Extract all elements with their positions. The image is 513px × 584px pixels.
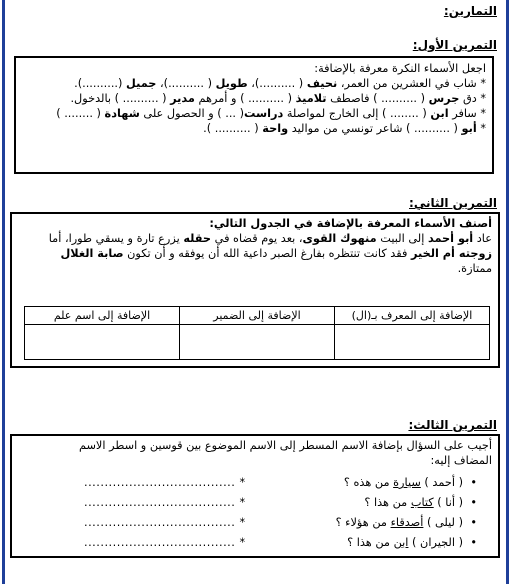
ex3-instruction: أجيب على السؤال بإضافة الاسم المسطر إلى الاسم الموضوع بين قوسين و اسطر الاسم bbox=[78, 439, 492, 452]
keyword: مدير bbox=[170, 92, 195, 105]
text-segment: ( .......... ) فاصطف bbox=[326, 92, 429, 105]
ex1-box bbox=[14, 56, 494, 174]
answer-dots: ..................................... bbox=[84, 476, 236, 489]
question-item bbox=[84, 496, 477, 512]
ex3-instruction-cont: المضاف إليه: bbox=[430, 454, 492, 467]
question-item bbox=[84, 476, 477, 492]
question-item bbox=[84, 536, 477, 552]
text-segment: * شاب في العشرين من العمر، bbox=[337, 77, 486, 90]
ex1-line bbox=[16, 91, 486, 106]
text-segment: ( ........ ) bbox=[56, 107, 105, 120]
text-segment: ( ..........)، bbox=[156, 77, 216, 90]
table-cell[interactable] bbox=[335, 325, 489, 359]
table-col-pronoun bbox=[179, 307, 334, 359]
keyword: زوجته أم الخير bbox=[410, 247, 492, 260]
page-title: التمارين: bbox=[443, 4, 497, 18]
underlined-noun: كتاب bbox=[410, 496, 434, 509]
owner-noun: ( أحمد ) bbox=[420, 476, 463, 489]
underlined-noun: ابن bbox=[393, 536, 409, 549]
answer-dots: ..................................... bbox=[84, 496, 236, 509]
answer-field[interactable] bbox=[84, 536, 246, 549]
text-segment: ممتازة. bbox=[457, 262, 492, 275]
answer-field[interactable] bbox=[84, 516, 246, 529]
bullet-icon: • bbox=[470, 496, 477, 509]
ex2-paragraph bbox=[12, 231, 498, 276]
table-header: الإضافة إلى الضمير bbox=[180, 307, 334, 325]
text-segment: عاد bbox=[473, 232, 492, 245]
table-header: الإضافة إلى اسم علم bbox=[25, 307, 179, 325]
keyword: حقله bbox=[183, 232, 212, 245]
star-marker: * bbox=[235, 516, 246, 529]
ex2-instruction: أصنف الأسماء المعرفة بالإضافة في الجدول التالي: bbox=[209, 217, 492, 230]
keyword: صابة الغلال bbox=[60, 247, 124, 260]
text-segment: * دق bbox=[459, 92, 486, 105]
table-cell[interactable] bbox=[180, 325, 334, 359]
text-segment: ( .......... ). bbox=[203, 122, 263, 135]
ex2-heading: التمرين الثاني: bbox=[409, 196, 497, 210]
ex1-line bbox=[16, 121, 486, 136]
ex2-line bbox=[12, 231, 492, 246]
answer-field[interactable] bbox=[84, 476, 246, 489]
keyword: دراست bbox=[244, 107, 284, 120]
question-text: من هذا ؟ bbox=[347, 536, 394, 549]
keyword: نحيف bbox=[306, 77, 338, 90]
owner-noun: ( الجيران ) bbox=[408, 536, 463, 549]
text-segment: ( .......... ) و أمرهم bbox=[194, 92, 296, 105]
text-segment: ( .......... ) بالدخول. bbox=[70, 92, 171, 105]
ex1-instruction: اجعل الأسماء النكرة معرفة بالإضافة: bbox=[314, 62, 486, 75]
ex2-line bbox=[12, 246, 492, 261]
text-segment: (..........). bbox=[74, 77, 127, 90]
text-segment: فقد كانت تنتظره بفارغ الصبر داعية الله أن يوفقه و أن تكون bbox=[123, 247, 411, 260]
question-item bbox=[84, 516, 477, 532]
text-segment: ( ........ ) إلى الخارج لمواصلة bbox=[283, 107, 431, 120]
answer-dots: ..................................... bbox=[84, 536, 236, 549]
ex1-line bbox=[16, 106, 486, 121]
star-marker: * bbox=[235, 536, 246, 549]
table-cell[interactable] bbox=[25, 325, 179, 359]
table-col-proper-noun bbox=[25, 307, 179, 359]
text-segment: * bbox=[476, 122, 486, 135]
keyword: أبو أحمد bbox=[427, 232, 474, 245]
question-text: من هذا ؟ bbox=[364, 496, 411, 509]
table-header: الإضافة إلى المعرف بـ(ال) bbox=[335, 307, 489, 325]
keyword: تلاميذ bbox=[295, 92, 327, 105]
bullet-icon: • bbox=[470, 476, 477, 489]
ex1-line bbox=[16, 76, 486, 91]
bullet-icon: • bbox=[470, 536, 477, 549]
answer-dots: ..................................... bbox=[84, 516, 236, 529]
ex1-sentences bbox=[16, 76, 492, 136]
text-segment: ( ..........)، bbox=[247, 77, 307, 90]
star-marker: * bbox=[235, 496, 246, 509]
text-segment: * سافر bbox=[448, 107, 486, 120]
text-segment: ، بعد يوم قضاه في bbox=[211, 232, 303, 245]
keyword: جميل bbox=[126, 77, 157, 90]
ex1-heading: التمرين الأول: bbox=[412, 38, 497, 52]
keyword: منهوك القوى bbox=[302, 232, 377, 245]
ex2-line bbox=[12, 261, 492, 276]
keyword: شهادة bbox=[104, 107, 140, 120]
text-segment: ( ... ) و الحصول على bbox=[139, 107, 245, 120]
owner-noun: ( ليلى ) bbox=[423, 516, 463, 529]
keyword: طويل bbox=[215, 77, 248, 90]
answer-field[interactable] bbox=[84, 496, 246, 509]
keyword: واحة bbox=[262, 122, 289, 135]
star-marker: * bbox=[235, 476, 246, 489]
owner-noun: ( أنا ) bbox=[433, 496, 463, 509]
text-segment: يزرع تارة و يسقي طورا، أما bbox=[48, 232, 184, 245]
question-text: من هؤلاء ؟ bbox=[335, 516, 391, 529]
underlined-noun: أصدقاء bbox=[390, 516, 424, 529]
ex3-heading: التمرين الثالث: bbox=[408, 418, 497, 432]
text-segment: ( .......... ) شاعر تونسي من مواليد bbox=[288, 122, 462, 135]
classification-table bbox=[24, 306, 490, 360]
question-text: من هذه ؟ bbox=[343, 476, 394, 489]
text-segment: إلى البيت bbox=[376, 232, 428, 245]
keyword: أبو bbox=[461, 122, 477, 135]
keyword: ابن bbox=[430, 107, 449, 120]
bullet-icon: • bbox=[470, 516, 477, 529]
underlined-noun: سيارة bbox=[393, 476, 421, 489]
table-col-definite bbox=[334, 307, 489, 359]
keyword: جرس bbox=[428, 92, 460, 105]
